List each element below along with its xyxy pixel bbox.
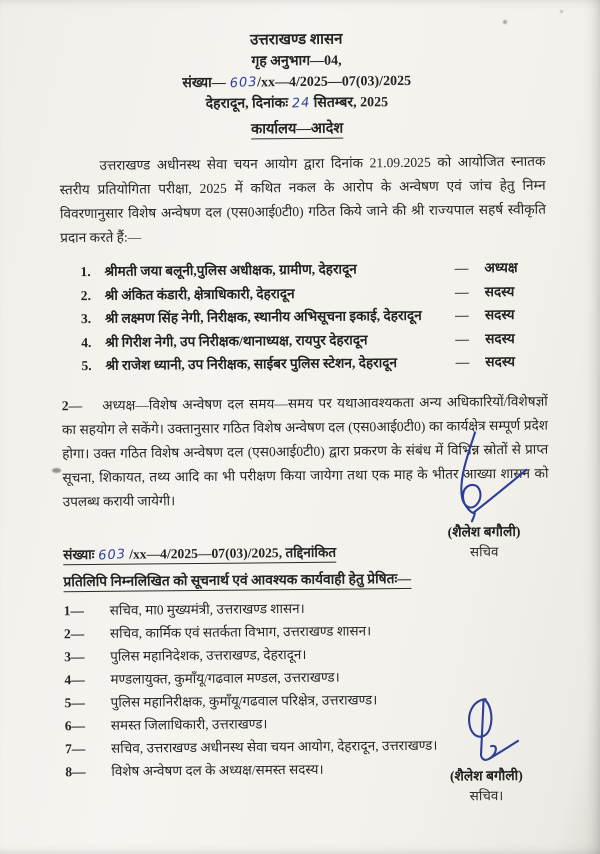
signatory-designation: सचिव: [469, 544, 499, 560]
place-date-prefix: देहरादून, दिनांकः: [205, 96, 289, 112]
signature-ink-icon: [434, 696, 539, 767]
dash-separator: —: [454, 283, 469, 300]
copy-number: 5—: [64, 694, 85, 710]
member-name: श्री लक्ष्मण सिंह नेगी, निरीक्षक, स्थानीय अभिसूचना इकाई, देहरादून: [104, 307, 422, 326]
scan-speck: [560, 10, 563, 13]
member-role: सदस्य: [484, 283, 515, 299]
dash-separator: —: [455, 307, 469, 323]
copy-number: 7—: [65, 740, 86, 756]
member-number: 4.: [81, 334, 92, 350]
copy-recipient: विशेष अन्वेषण दल के अध्यक्ष/समस्त सदस्य।: [111, 761, 324, 779]
scan-smudge: [52, 468, 61, 473]
handwritten-date: 24: [291, 95, 311, 112]
copy-recipient: सचिव, उत्तराखण्ड अधीनस्थ सेवा चयन आयोग, देहरादून, उत्तराखण्ड।: [110, 737, 438, 756]
copy-recipient: पुलिस महानिदेशक, उत्तराखण्ड, देहरादून।: [110, 646, 307, 664]
reference-number-text: [63, 544, 336, 565]
paragraph-2-text: अध्यक्ष—विशेष अन्वेषण दल समय—समय पर यथाआवश्यकता अन्य अधिकारियों/विशेषज्ञों का सहयोग ले सकेंगे। उक्तानुसार गठित विशेष अन्वेषण दल (एस0आई0टी0) का कार्यक्षेत्र सम्पूर्ण प्रदेश होगा। उक्त गठित विशेष अन्वेषण दल (एस0आई0टी0) द्वारा प्रकरण के संबंध में विभिन्न स्रोतों से प्राप्त सूचना, शिकायत, तथ्य आदि का भी परीक्षण किया जायेगा तथा एक माह के भीतर आख्या शासन को उपलब्ध करायी जायेगी।: [61, 393, 549, 509]
copy-number: 4—: [64, 671, 85, 687]
paragraph-2-number: 2—: [61, 397, 83, 413]
member-role: सदस्य: [485, 330, 515, 346]
copy-distribution-heading: [63, 567, 549, 591]
member-number: 2.: [80, 287, 91, 303]
ref-prefix: संख्याः: [63, 546, 95, 562]
copy-number: 8—: [65, 763, 86, 779]
dash-separator: —: [455, 354, 470, 370]
copy-recipient: मण्डलायुक्त, कुमाँयू/गढवाल मण्डल, उत्तराखण्ड।: [110, 669, 340, 687]
sit-member-list: [80, 256, 547, 378]
member-role: सदस्य: [485, 353, 516, 370]
ref-rest: /xx—4/2025—07(03)/2025, तद्दिनांकित: [129, 544, 337, 562]
copy-number: 6—: [64, 717, 86, 733]
gov-org-title: उत्तराखण्ड शासन: [250, 31, 343, 49]
place-date-rest: सितम्बर, 2025: [313, 95, 389, 111]
letter-number-prefix: संख्या—: [182, 75, 226, 92]
signature-block-1: [408, 430, 559, 563]
handwritten-ref-number: 603: [97, 546, 127, 564]
member-role: अध्यक्ष: [484, 259, 518, 276]
copy-number: 3—: [64, 648, 85, 664]
member-number: 5.: [81, 357, 92, 374]
signature-block-2: [411, 696, 562, 807]
department-line: गृह अनुभाग—04,: [251, 53, 342, 70]
member-role: सदस्य: [484, 306, 515, 323]
copy-recipient: समस्त जिलाधिकारी, उत्तराखण्ड।: [110, 715, 268, 733]
copy-recipient: सचिव, कार्मिक एवं सतर्कता विभाग, उत्तराखण्ड शासन।: [109, 622, 372, 641]
document-title-text: कार्यालय—आदेश: [250, 120, 344, 138]
member-name: श्रीमती जया बलूनी,पुलिस अधीक्षक, ग्रामीण, देहरादून: [104, 261, 357, 279]
paragraph-1: उत्तराखण्ड अधीनस्थ सेवा चयन आयोग द्वारा दिनांक 21.09.2025 को आयोजित स्नातक स्तरीय प्रतियोगिता परीक्षा, 2025 में कथित नकल के आरोप के अन्वेषण एवं जांच हेतु निम्न विवरणानुसार विशेष अन्वेषण दल (एस0आई0टी0) गठित किये जाने की श्री राज्यपाल सहर्ष स्वीकृति प्रदान करते हैं:—: [59, 153, 546, 246]
copy-recipient: सचिव, मा0 मुख्यमंत्री, उत्तराखण्ड शासन।: [109, 600, 305, 618]
dash-separator: —: [455, 330, 470, 347]
signature-ink-icon: [431, 430, 536, 523]
member-name: श्री अंकित कंडारी, क्षेत्राधिकारी, देहरादून: [104, 285, 295, 303]
member-name: श्री गिरीश नेगी, उप निरीक्षक/थानाध्यक्ष, रायपुर देहरादून: [105, 331, 368, 350]
document-title: [0, 115, 597, 141]
signatory-designation: सचिव।: [469, 788, 504, 804]
copy-number: 1—: [63, 602, 85, 618]
place-date-line: [0, 90, 597, 117]
copy-recipient: पुलिस महानिरीक्षक, कुमाँयू/गढवाल परिक्षेत्र, उत्तराखण्ड।: [110, 691, 378, 710]
member-number: 3.: [80, 311, 92, 327]
handwritten-letter-number: 603: [228, 74, 258, 92]
copy-distribution-heading-text: प्रतिलिपि निम्नलिखित को सूचनार्थ एवं आवश्यक कार्यवाही हेतु प्रेषितः—: [63, 570, 411, 591]
dash-separator: —: [454, 260, 469, 276]
member-number: 1.: [80, 264, 91, 280]
copy-number: 2—: [63, 625, 85, 641]
signatory-name: (शैलेश बगौली): [447, 523, 521, 540]
member-name: श्री राजेश ध्यानी, उप निरीक्षक, साईबर पुलिस स्टेशन, देहरादून: [105, 355, 398, 373]
signatory-name: (शैलेश बगौली): [449, 767, 523, 784]
scan-speck: [503, 20, 507, 24]
member-row: [81, 350, 547, 378]
letter-number-rest: /xx—4/2025—07(03)/2025: [256, 73, 412, 91]
